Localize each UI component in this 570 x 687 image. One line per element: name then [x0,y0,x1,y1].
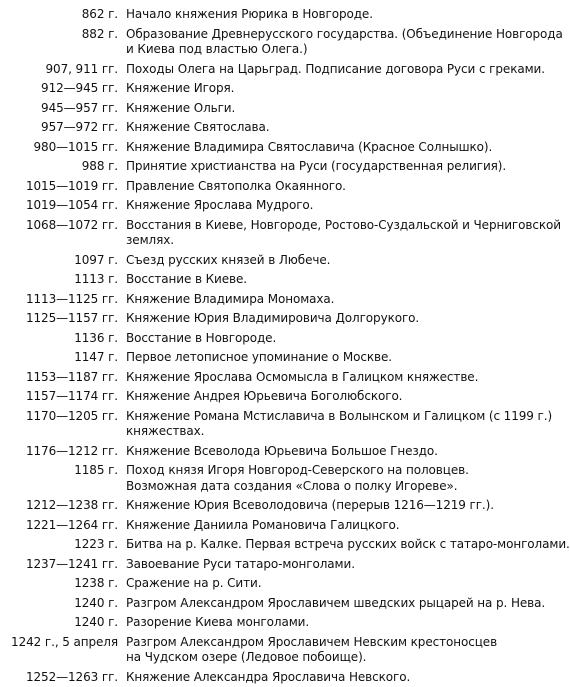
entry-event-line: Восстание в Новгороде. [126,329,564,349]
entry-event [126,118,570,138]
chronology-row [0,216,570,249]
entry-date: 1136 г. [0,329,126,349]
entry-event-line: Завоевание Руси татаро-монголами. [126,555,564,575]
entry-event [126,157,570,177]
chronology-row [0,251,570,271]
chronology-row [0,177,570,197]
entry-event-line: Княжение Всеволода Юрьевича Большое Гнездо. [126,442,564,462]
entry-date: 1252—1263 гг. [0,668,126,687]
entry-date: 1019—1054 гг. [0,196,126,216]
entry-event-line: и Киева под властью Олега.) [126,42,564,58]
chronology-row [0,555,570,575]
entry-event [126,368,570,388]
entry-date: 1240 г. [0,594,126,614]
chronology-row [0,196,570,216]
entry-event-line: Восстания в Киеве, Новгороде, Ростово-Суздальской и Черниговской [126,218,564,234]
entry-event-line: Княжение Юрия Владимировича Долгорукого. [126,309,564,329]
entry-date: 957—972 гг. [0,118,126,138]
entry-event-line: Княжение Андрея Юрьевича Боголюбского. [126,387,564,407]
entry-event [126,196,570,216]
chronology-row [0,99,570,119]
chronology-row [0,496,570,516]
entry-event-line: Возможная дата создания «Слова о полку Игореве». [126,479,564,495]
entry-event-line: Первое летописное упоминание о Москве. [126,348,564,368]
entry-date: 1113—1125 гг. [0,290,126,310]
entry-event-line: Княжение Владимира Мономаха. [126,290,564,310]
entry-date: 907, 911 гг. [0,60,126,80]
entry-date: 1240 г. [0,613,126,633]
entry-event-line: Походы Олега на Царьград. Подписание договора Руси с греками. [126,60,564,80]
chronology-row [0,516,570,536]
entry-event [126,348,570,368]
chronology-row [0,461,570,494]
chronology-row [0,329,570,349]
chronology-row [0,535,570,555]
chronology-row [0,368,570,388]
entry-event-line: Княжение Ярослава Мудрого. [126,196,564,216]
entry-event [126,407,570,440]
entry-event [126,387,570,407]
entry-date: 1015—1019 гг. [0,177,126,197]
entry-event-line: Восстание в Киеве. [126,270,564,290]
chronology-row [0,118,570,138]
entry-date: 1242 г., 5 апреля [0,633,126,653]
chronology-row [0,60,570,80]
entry-event-line: Княжение Юрия Всеволодовича (перерыв 1216—1219 гг.). [126,496,564,516]
entry-date: 1238 г. [0,574,126,594]
entry-date: 1068—1072 гг. [0,216,126,236]
entry-event [126,99,570,119]
entry-date: 1185 г. [0,461,126,481]
entry-event [126,309,570,329]
entry-event-line: Правление Святополка Окаянного. [126,177,564,197]
chronology-row [0,309,570,329]
entry-date: 980—1015 гг. [0,138,126,158]
entry-date: 1237—1241 гг. [0,555,126,575]
entry-event [126,496,570,516]
entry-date: 882 г. [0,25,126,45]
entry-event-line: Княжение Ярослава Осмомысла в Галицком княжестве. [126,368,564,388]
entry-event-line: Начало княжения Рюрика в Новгороде. [126,5,564,25]
entry-event [126,461,570,494]
entry-event-line: Княжение Александра Ярославича Невского. [126,668,564,687]
entry-event-line: землях. [126,233,564,249]
entry-date: 1223 г. [0,535,126,555]
entry-event [126,79,570,99]
chronology-row [0,407,570,440]
entry-event-line: Княжение Игоря. [126,79,564,99]
entry-event [126,668,570,687]
entry-event-line: Съезд русских князей в Любече. [126,251,564,271]
chronology-row [0,157,570,177]
entry-event-line: Разгром Александром Ярославичем шведских рыцарей на р. Нева. [126,594,564,614]
entry-event-line: Разорение Киева монголами. [126,613,564,633]
chronology-row [0,574,570,594]
chronology-row [0,79,570,99]
entry-date: 1176—1212 гг. [0,442,126,462]
entry-event [126,60,570,80]
entry-event [126,25,570,58]
entry-event [126,535,570,555]
entry-event [126,216,570,249]
chronology-table [0,5,570,687]
chronology-row [0,594,570,614]
chronology-row [0,25,570,58]
entry-event-line: Сражение на р. Сити. [126,574,564,594]
entry-date: 1212—1238 гг. [0,496,126,516]
entry-event [126,574,570,594]
entry-event-line: Образование Древнерусского государства. (Объединение Новгорода [126,27,564,43]
entry-event [126,177,570,197]
entry-event [126,138,570,158]
entry-event-line: Битва на р. Калке. Первая встреча русских войск с татаро-монголами. [126,535,570,555]
entry-event-line: Княжение Даниила Романовича Галицкого. [126,516,564,536]
entry-event-line: на Чудском озере (Ледовое побоище). [126,650,564,666]
entry-event [126,442,570,462]
entry-date: 1157—1174 гг. [0,387,126,407]
chronology-row [0,668,570,687]
chronology-row [0,613,570,633]
entry-event-line: Княжение Святослава. [126,118,564,138]
chronology-row [0,5,570,25]
entry-event-line: Разгром Александром Ярославичем Невским крестоносцев [126,635,564,651]
entry-date: 1125—1157 гг. [0,309,126,329]
entry-event [126,633,570,666]
entry-date: 1113 г. [0,270,126,290]
chronology-row [0,387,570,407]
entry-date: 945—957 гг. [0,99,126,119]
entry-event [126,555,570,575]
entry-event-line: Княжение Ольги. [126,99,564,119]
entry-event [126,5,570,25]
entry-event-line: Принятие христианства на Руси (государственная религия). [126,157,564,177]
entry-event [126,613,570,633]
chronology-row [0,348,570,368]
entry-event [126,270,570,290]
entry-event [126,329,570,349]
entry-date: 988 г. [0,157,126,177]
chronology-row [0,442,570,462]
entry-date: 1221—1264 гг. [0,516,126,536]
entry-date: 862 г. [0,5,126,25]
entry-event-line: Княжение Владимира Святославича (Красное Солнышко). [126,138,564,158]
chronology-row [0,138,570,158]
entry-date: 1097 г. [0,251,126,271]
entry-event [126,594,570,614]
entry-date: 1147 г. [0,348,126,368]
entry-date: 1153—1187 гг. [0,368,126,388]
entry-date: 1170—1205 гг. [0,407,126,427]
entry-event-line: Поход князя Игоря Новгород-Северского на половцев. [126,463,564,479]
entry-date: 912—945 гг. [0,79,126,99]
entry-event [126,290,570,310]
chronology-row [0,270,570,290]
entry-event-line: Княжение Романа Мстиславича в Волынском и Галицком (с 1199 г.) [126,409,564,425]
entry-event [126,251,570,271]
chronology-row [0,633,570,666]
entry-event-line: княжествах. [126,424,564,440]
chronology-row [0,290,570,310]
entry-event [126,516,570,536]
